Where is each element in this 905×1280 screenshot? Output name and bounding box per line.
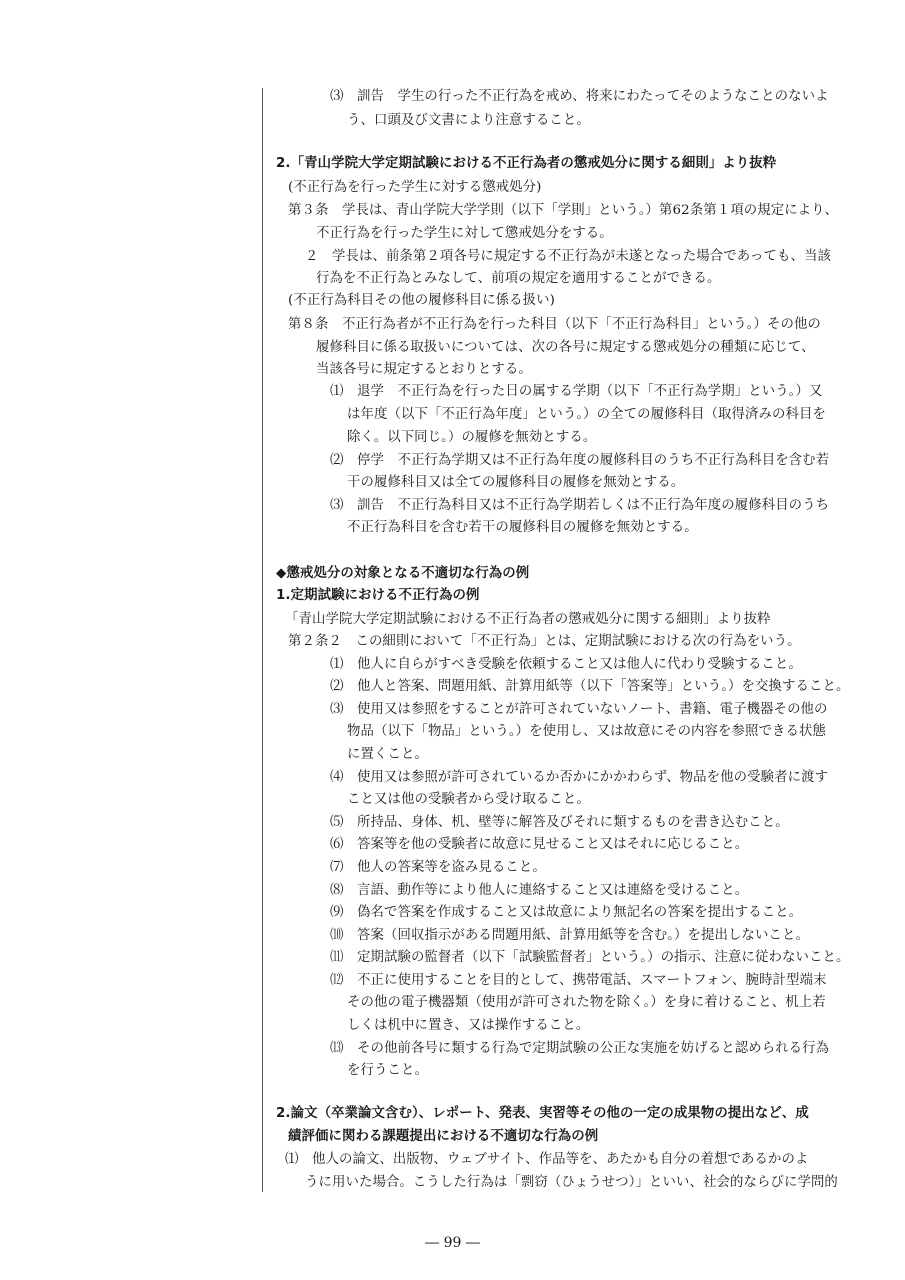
list-item-8: ⑻ 言語、動作等により他人に連絡すること又は連絡を受けること。 <box>330 883 749 898</box>
top-item-line2: う、口頭及び文書により注意すること。 <box>347 113 590 128</box>
list-item-3-line2: 物品（以下「物品」という。）を使用し、又は故意にその内容を参照できる状態 <box>347 724 826 739</box>
list-item-4-line1: ⑷ 使用又は参照が許可されているか否かにかかわらず、物品を他の受験者に渡す <box>330 770 829 785</box>
article8-item1-line2: は年度（以下「不正行為年度」という。）の全ての履修科目（取得済みの科目を <box>347 407 826 422</box>
article8-line1: 第８条 不正行為者が不正行為を行った科目（以下「不正行為科目」という。）その他の <box>288 317 821 332</box>
article2-para2: 第２条２ この細則において「不正行為」とは、定期試験における次の行為をいう。 <box>288 634 801 649</box>
section-b-subheading: 1.定期試験における不正行為の例 <box>276 588 480 603</box>
page-number: ― 99 ― <box>425 1235 480 1251</box>
list-item-6: ⑹ 答案等を他の受験者に故意に見せること又はそれに応じること。 <box>330 837 749 852</box>
section-a-caption2: (不正行為科目その他の履修科目に係る扱い) <box>288 293 555 308</box>
section-c-item1-line1: ⑴ 他人の論文、出版物、ウェブサイト、作品等を、あたかも自分の着想であるかのよ <box>285 1152 809 1167</box>
list-item-3-line3: に置くこと。 <box>347 747 428 762</box>
list-item-5: ⑸ 所持品、身体、机、壁等に解答及びそれに類するものを書き込むこと。 <box>330 815 789 830</box>
margin-rule <box>262 88 263 1192</box>
list-item-13-line2: を行うこと。 <box>347 1063 428 1078</box>
list-item-12-line3: しくは机中に置き、又は操作すること。 <box>347 1018 590 1033</box>
section-c-heading-line2: 績評価に関わる課題提出における不適切な行為の例 <box>288 1129 599 1144</box>
section-b-heading: ◆懲戒処分の対象となる不適切な行為の例 <box>276 566 530 581</box>
article3-line2: 不正行為を行った学生に対して懲戒処分をする。 <box>316 226 613 241</box>
article8-line2: 履修科目に係る取扱いについては、次の各号に規定する懲戒処分の種類に応じて、 <box>316 340 815 355</box>
list-item-3-line1: ⑶ 使用又は参照をすることが許可されていないノート、書籍、電子機器その他の <box>330 702 828 717</box>
list-item-10: ⑽ 答案（回収指示がある問題用紙、計算用紙等を含む。）を提出しないこと。 <box>330 928 809 943</box>
article8-item3-line1: ⑶ 訓告 不正行為科目又は不正行為学期若しくは不正行為年度の履修科目のうち <box>330 498 830 513</box>
section-a-caption1: (不正行為を行った学生に対する懲戒処分) <box>288 180 542 195</box>
section-c-heading-line1: 2.論文（卒業論文含む）、レポート、発表、実習等その他の一定の成果物の提出など、成 <box>276 1106 809 1121</box>
article3-line1: 第３条 学長は、青山学院大学学則（以下「学則」という。）第62条第１項の規定により、 <box>288 203 839 218</box>
list-item-11: ⑾ 定期試験の監督者（以下「試験監督者」という。）の指示、注意に従わないこと。 <box>330 950 850 965</box>
list-item-12-line1: ⑿ 不正に使用することを目的として、携帯電話、スマートフォン、腕時計型端末 <box>330 973 827 988</box>
list-item-7: ⑺ 他人の答案等を盗み見ること。 <box>330 860 546 875</box>
top-item-line1: ⑶ 訓告 学生の行った不正行為を戒め、将来にわたってそのようなことのないよ <box>330 89 829 104</box>
article3-para2-line2: 行為を不正行為とみなして、前項の規定を適用することができる。 <box>316 271 721 286</box>
article8-item1-line3: 除く。以下同じ。）の履修を無効とする。 <box>347 430 597 445</box>
list-item-2: ⑵ 他人と答案、問題用紙、計算用紙等（以下「答案等」という。）を交換すること。 <box>330 679 850 694</box>
list-item-13-line1: ⒀ その他前各号に類する行為で定期試験の公正な実施を妨げると認められる行為 <box>330 1041 830 1056</box>
list-item-9: ⑼ 偽名で答案を作成すること又は故意により無記名の答案を提出すること。 <box>330 905 803 920</box>
article3-para2-line1: ２ 学長は、前条第２項各号に規定する不正行為が未遂となった場合であっても、当該 <box>305 249 831 264</box>
section-b-source: 「青山学院大学定期試験における不正行為者の懲戒処分に関する細則」より抜粋 <box>285 612 771 627</box>
list-item-4-line2: こと又は他の受験者から受け取ること。 <box>347 792 590 807</box>
article8-line3: 当該各号に規定するとおりとする。 <box>316 362 532 377</box>
article8-item1-line1: ⑴ 退学 不正行為を行った日の属する学期（以下「不正行為学期」という。）又 <box>330 384 823 399</box>
article8-item2-line1: ⑵ 停学 不正行為学期又は不正行為年度の履修科目のうち不正行為科目を含む若 <box>330 453 830 468</box>
section-c-item1-line2: うに用いた場合。こうした行為は「剽窃（ひょうせつ）」といい、社会的ならびに学問的 <box>305 1175 838 1190</box>
article8-item3-line2: 不正行為科目を含む若干の履修科目の履修を無効とする。 <box>347 520 698 535</box>
list-item-1: ⑴ 他人に自らがすべき受験を依頼すること又は他人に代わり受験すること。 <box>330 657 802 672</box>
article8-item2-line2: 干の履修科目又は全ての履修科目の履修を無効とする。 <box>347 475 685 490</box>
section-a-heading: 2.「青山学院大学定期試験における不正行為者の懲戒処分に関する細則」より抜粋 <box>276 156 777 171</box>
list-item-12-line2: その他の電子機器類（使用が許可された物を除く。）を身に着けること、机上若 <box>347 995 826 1010</box>
